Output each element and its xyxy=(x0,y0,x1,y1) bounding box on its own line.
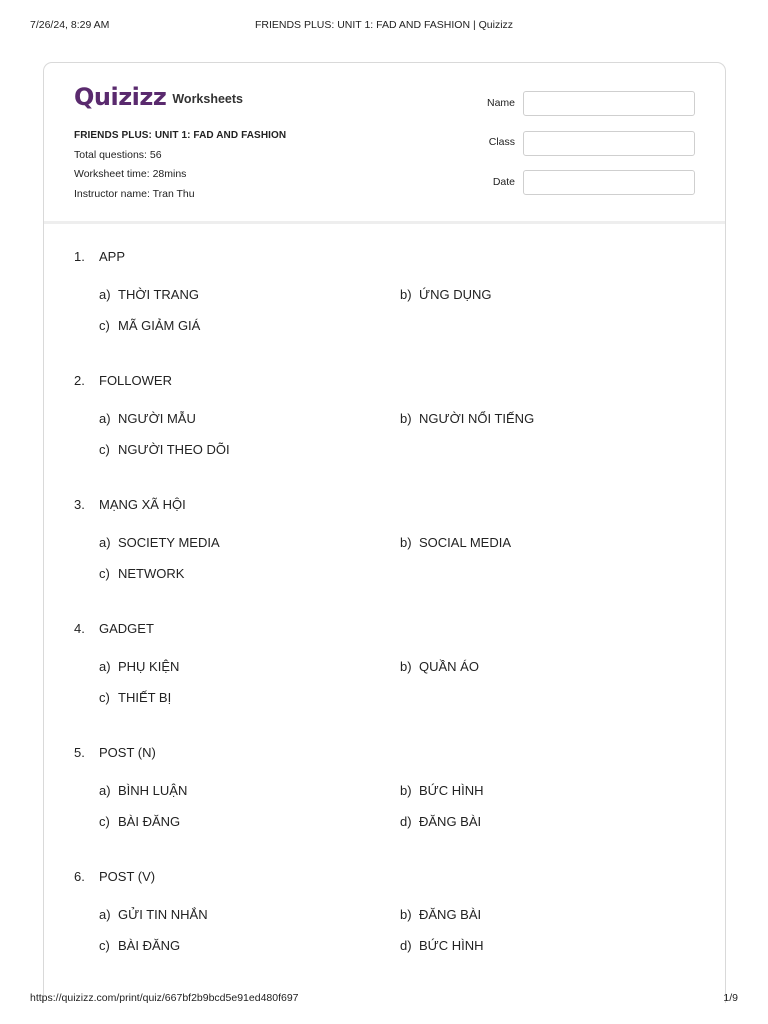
option-c: c) BÀI ĐĂNG xyxy=(99,938,181,953)
option-c: c) NETWORK xyxy=(99,566,185,581)
option-a: a) GỬI TIN NHẮN xyxy=(99,907,208,922)
question-number: 3. xyxy=(74,497,85,512)
question-number: 4. xyxy=(74,621,85,636)
brand xyxy=(74,85,243,109)
option-a: a) NGƯỜI MẪU xyxy=(99,411,196,426)
option-b: b) SOCIAL MEDIA xyxy=(400,535,511,550)
option-d: d) BỨC HÌNH xyxy=(400,938,484,953)
worksheet-header xyxy=(44,63,725,224)
question-number: 1. xyxy=(74,249,85,264)
print-title: FRIENDS PLUS: UNIT 1: FAD AND FASHION | Quizizz xyxy=(254,19,514,31)
worksheet-card xyxy=(43,62,726,1003)
worksheet-title: FRIENDS PLUS: UNIT 1: FAD AND FASHION xyxy=(74,130,287,141)
option-b: b) ỨNG DỤNG xyxy=(400,287,492,302)
quizizz-logo: Quizizz xyxy=(74,83,167,111)
date-label: Date xyxy=(492,176,515,188)
print-datetime: 7/26/24, 8:29 AM xyxy=(30,19,110,31)
page-number: 1/9 xyxy=(723,992,738,1004)
class-field[interactable] xyxy=(523,131,695,156)
option-c: c) BÀI ĐĂNG xyxy=(99,814,181,829)
question-text: APP xyxy=(99,249,126,264)
instructor-name: Instructor name: Tran Thu xyxy=(74,187,195,200)
question-text: POST (N) xyxy=(99,745,156,760)
print-url: https://quizizz.com/print/quiz/667bf2b9bcd5e91ed480f697 xyxy=(30,992,299,1004)
name-label: Name xyxy=(486,97,515,109)
print-header xyxy=(30,19,738,33)
option-c: c) NGƯỜI THEO DÕI xyxy=(99,442,230,457)
date-field[interactable] xyxy=(523,170,695,195)
option-c: c) THIẾT BỊ xyxy=(99,690,172,705)
worksheet-meta xyxy=(74,126,286,204)
question-text: MẠNG XÃ HỘI xyxy=(99,497,186,512)
option-c: c) MÃ GIẢM GIÁ xyxy=(99,318,201,333)
option-a: a) SOCIETY MEDIA xyxy=(99,535,220,550)
option-b: b) QUẦN ÁO xyxy=(400,659,479,674)
question-text: FOLLOWER xyxy=(99,373,172,388)
total-questions: Total questions: 56 xyxy=(74,148,162,161)
question-number: 5. xyxy=(74,745,85,760)
print-footer xyxy=(30,992,738,1006)
question-number: 2. xyxy=(74,373,85,388)
worksheet-time: Worksheet time: 28mins xyxy=(74,168,187,180)
question-number: 6. xyxy=(74,869,85,884)
option-a: a) THỜI TRANG xyxy=(99,287,199,302)
question-text: POST (V) xyxy=(99,869,156,884)
class-label: Class xyxy=(488,136,515,148)
worksheets-label: Worksheets xyxy=(172,92,243,106)
option-d: d) ĐĂNG BÀI xyxy=(400,814,482,829)
option-a: a) BÌNH LUẬN xyxy=(99,783,188,798)
name-field[interactable] xyxy=(523,91,695,116)
option-b: b) BỨC HÌNH xyxy=(400,783,484,798)
question-text: GADGET xyxy=(99,621,154,636)
option-b: b) NGƯỜI NỔI TIẾNG xyxy=(400,411,535,426)
option-b: b) ĐĂNG BÀI xyxy=(400,907,482,922)
option-a: a) PHỤ KIỆN xyxy=(99,659,180,674)
